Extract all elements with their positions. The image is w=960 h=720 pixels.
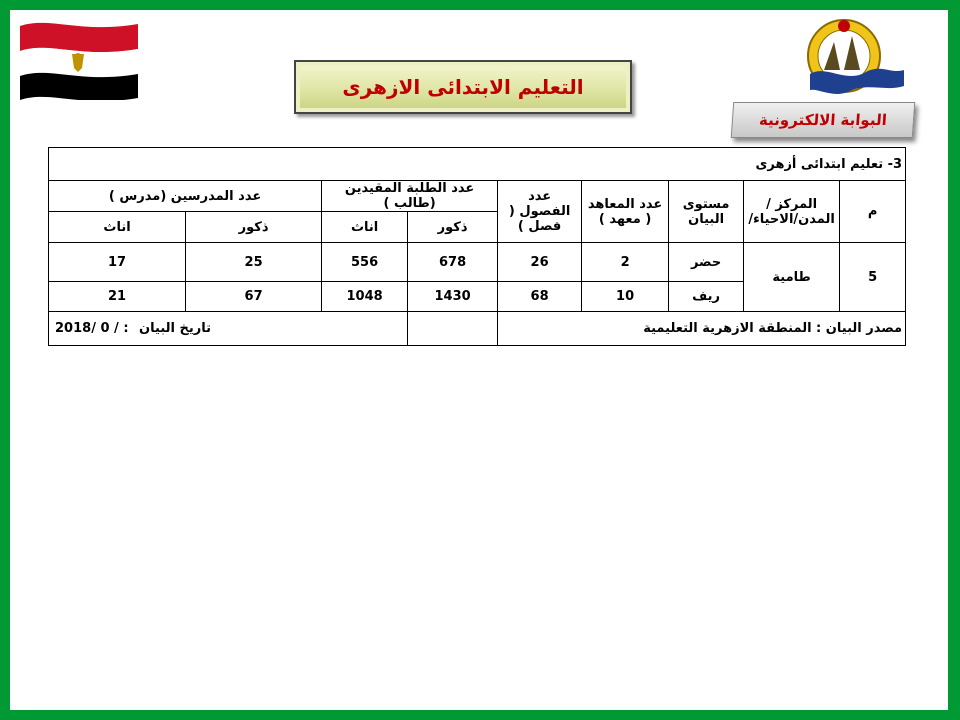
education-table — [48, 147, 906, 346]
source-note: مصدر البيان : المنطقة الازهرية التعليمية — [498, 311, 906, 345]
section-title: 3- تعليم ابتدائى أزهرى — [49, 148, 906, 181]
footer-row — [49, 311, 906, 345]
cell-level: ريف — [669, 281, 744, 311]
cell-students-male: 1430 — [408, 281, 498, 311]
header-teachers-male: ذكور — [186, 212, 322, 243]
header-teachers: عدد المدرسين (مدرس ) — [49, 181, 322, 212]
portal-label: البوابة الالكترونية — [758, 111, 888, 129]
header-level: مستوى البيان — [669, 181, 744, 243]
cell-teachers-female: 17 — [49, 243, 186, 281]
header-index: م — [840, 181, 906, 243]
cell-institutes: 10 — [582, 281, 669, 311]
azhar-logo-icon — [796, 12, 906, 108]
cell-level: حضر — [669, 243, 744, 281]
cell-students-female: 1048 — [322, 281, 408, 311]
cell-classes: 26 — [498, 243, 582, 281]
cell-institutes: 2 — [582, 243, 669, 281]
header-students-female: اناث — [322, 212, 408, 243]
date-label: تاريخ البيان — [139, 320, 211, 336]
page-title: التعليم الابتدائى الازهرى — [342, 75, 584, 99]
cell-teachers-male: 25 — [186, 243, 322, 281]
header-students-male: ذكور — [408, 212, 498, 243]
page-title-box — [294, 60, 632, 114]
cell-teachers-male: 67 — [186, 281, 322, 311]
header-row — [49, 181, 906, 212]
empty-cell — [408, 311, 498, 345]
header-teachers-female: اناث — [49, 212, 186, 243]
header-center: المركز /المدن/الاحياء/ — [744, 181, 840, 243]
header-students: عدد الطلبة المقيدين (طالب ) — [322, 181, 498, 212]
header-classes: عدد الفصول ( فصل ) — [498, 181, 582, 243]
cell-students-male: 678 — [408, 243, 498, 281]
section-row — [49, 148, 906, 181]
cell-classes: 68 — [498, 281, 582, 311]
cell-students-female: 556 — [322, 243, 408, 281]
egypt-flag-icon — [18, 14, 140, 100]
table-row — [49, 243, 906, 281]
cell-index: 5 — [840, 243, 906, 311]
cell-center: طامية — [744, 243, 840, 311]
date-value: : / 0 /2018 — [55, 320, 129, 336]
date-note — [49, 311, 408, 345]
cell-teachers-female: 21 — [49, 281, 186, 311]
header-institutes: عدد المعاهد ( معهد ) — [582, 181, 669, 243]
portal-label-box — [731, 102, 916, 138]
slide — [10, 10, 948, 710]
